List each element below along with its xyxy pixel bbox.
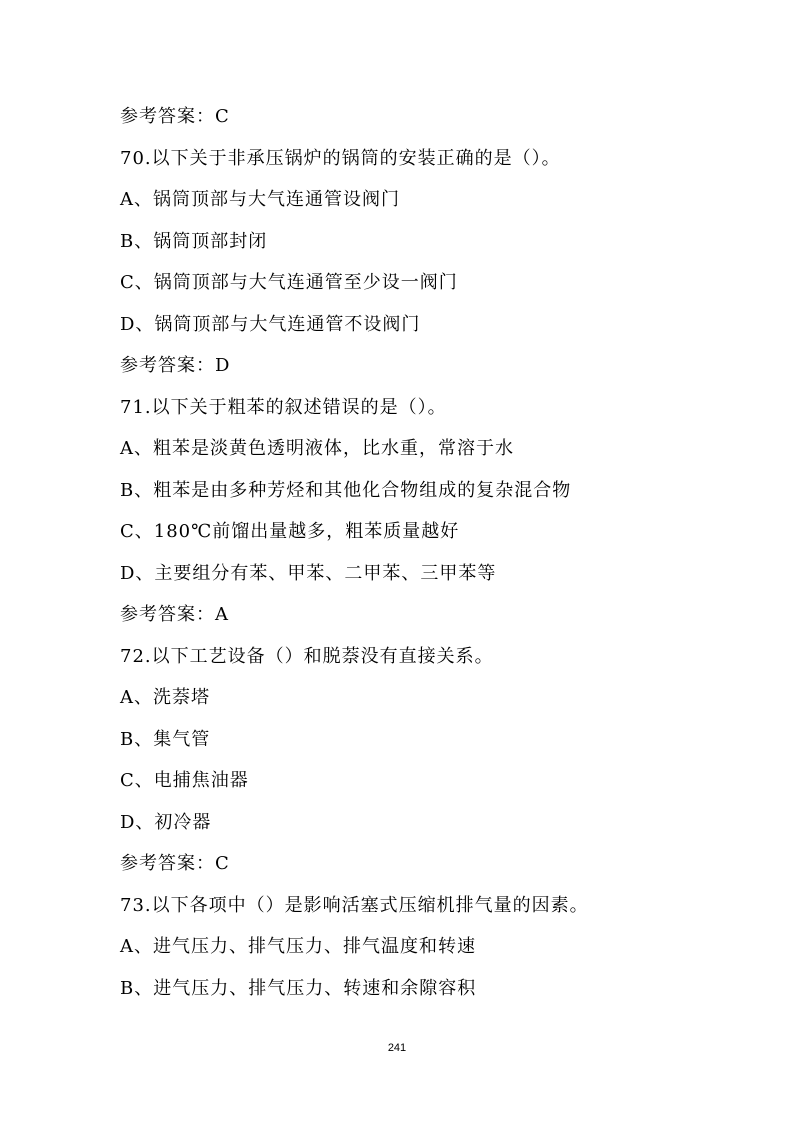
option-line: C、180℃前馏出量越多，粗苯质量越好: [120, 521, 460, 542]
option-line: A、进气压力、排气压力、排气温度和转速: [120, 936, 476, 957]
answer-line: 参考答案：C: [120, 853, 230, 874]
option-line: B、粗苯是由多种芳烃和其他化合物组成的复杂混合物: [120, 480, 572, 501]
option-line: A、洗萘塔: [120, 687, 210, 708]
option-line: C、电捕焦油器: [120, 770, 249, 791]
question-72: 72.以下工艺设备（）和脱萘没有直接关系。: [120, 646, 494, 667]
option-line: B、锅筒顶部封闭: [120, 231, 268, 252]
option-line: D、主要组分有苯、甲苯、二甲苯、三甲苯等: [120, 563, 497, 584]
question-70: 70.以下关于非承压锅炉的锅筒的安装正确的是（）。: [120, 148, 561, 169]
option-line: C、锅筒顶部与大气连通管至少设一阀门: [120, 272, 458, 293]
question-73: 73.以下各项中（）是影响活塞式压缩机排气量的因素。: [120, 895, 589, 916]
answer-line: 参考答案：C: [120, 106, 230, 127]
answer-line: 参考答案：D: [120, 355, 231, 376]
option-line: D、初冷器: [120, 812, 212, 833]
option-line: B、集气管: [120, 729, 211, 750]
answer-line: 参考答案：A: [120, 604, 229, 625]
option-line: B、进气压力、排气压力、转速和余隙容积: [120, 978, 477, 999]
page-number: 241: [387, 1042, 407, 1054]
option-line: D、锅筒顶部与大气连通管不设阀门: [120, 314, 421, 335]
option-line: A、粗苯是淡黄色透明液体，比水重，常溶于水: [120, 438, 514, 459]
option-line: A、锅筒顶部与大气连通管设阀门: [120, 189, 400, 210]
question-71: 71.以下关于粗苯的叙述错误的是（）。: [120, 397, 447, 418]
